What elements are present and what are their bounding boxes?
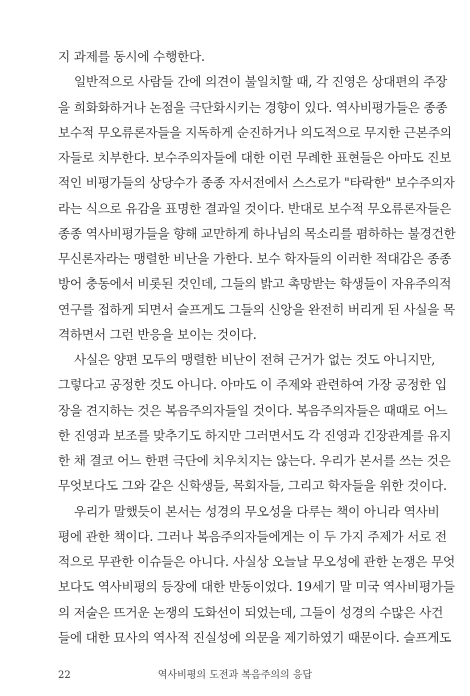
text-line: 격하면서 그런 반응을 보이는 것이다. xyxy=(58,326,257,342)
text-line: 우리가 말했듯이 본서는 성경의 무오성을 다루는 책이 아니라 역사비 xyxy=(74,503,440,519)
text-line: 무신론자라는 맹렬한 비난을 가한다. 보수 학자들의 이러한 적대감은 종종 xyxy=(58,251,452,266)
text-line: 보수적 무오류론자들을 지독하게 순진하거나 의도적으로 무지한 근본주의 xyxy=(58,124,452,140)
text-line: 일반적으로 사람들 간에 의견이 불일치할 때, 각 진영은 상대편의 주장 xyxy=(74,74,448,90)
text-line: 한 채 결코 어느 한편 극단에 치우치지는 않는다. 우리가 본서를 쓰는 것은 xyxy=(58,453,451,468)
text-line: 적인 비평가들의 상당수가 종종 자서전에서 스스로가 "타락한" 보수주의자 xyxy=(58,175,455,191)
text-line: 한 진영과 보조를 맞추기도 하지만 그러면서도 각 진영과 긴장관계를 유지 xyxy=(58,427,452,443)
text-line: 자들로 치부한다. 보수주의자들에 대한 이런 무례한 표현들은 아마도 진보 xyxy=(58,150,452,165)
text-line: 라는 식으로 유감을 표명한 결과일 것이다. 반대로 보수적 무오류론자들은 xyxy=(58,200,452,216)
text-line: 종종 역사비평가들을 향해 교만하게 하나님의 목소리를 폄하하는 불경건한 xyxy=(58,225,456,241)
text-line: 적으로 무관한 이슈들은 아니다. 사실상 오늘날 무오성에 관한 논쟁은 무엇 xyxy=(58,554,455,569)
text-line: 의 저술은 뜨거운 논쟁의 도화선이 되었는데, 그들이 성경의 수많은 사건 xyxy=(58,604,444,620)
text-line: 사실은 양편 모두의 맹렬한 비난이 전혀 근거가 없는 것도 아니지만, xyxy=(74,352,436,367)
text-line: 들에 대한 묘사의 역사적 진실성에 의문을 제기하였기 때문이다. 슬프게도 xyxy=(58,629,452,645)
text-line: 을 희화화하거나 논점을 극단화시키는 경향이 있다. 역사비평가들은 종종 xyxy=(58,99,448,115)
text-line: 무엇보다도 그와 같은 신학생들, 목회자들, 그리고 학자들을 위한 것이다. xyxy=(58,478,447,494)
page-number: 22 xyxy=(58,670,71,681)
text-line: 방어 충동에서 비롯된 것인데, 그들의 밝고 촉망받는 학생들이 자유주의적 xyxy=(58,276,452,292)
text-line: 평에 관한 책이다. 그러나 복음주의자들에게는 이 두 가지 주제가 서로 전 xyxy=(58,528,447,544)
text-line: 보다도 역사비평의 등장에 대한 반동이었다. 19세기 말 미국 역사비평가들 xyxy=(58,579,455,595)
text-line: 그렇다고 공정한 것도 아니다. 아마도 이 주제와 관련하여 가장 공정한 입 xyxy=(58,377,447,393)
running-title: 역사비평의 도전과 복음주의의 응답 xyxy=(157,670,313,681)
text-line: 지 과제를 동시에 수행한다. xyxy=(58,49,205,64)
text-line: 장을 견지하는 것은 복음주의자들일 것이다. 복음주의자들은 때때로 어느 xyxy=(58,402,448,418)
text-line: 연구를 접하게 되면서 슬프게도 그들의 신앙을 완전히 버리게 된 사실을 목 xyxy=(58,301,455,317)
